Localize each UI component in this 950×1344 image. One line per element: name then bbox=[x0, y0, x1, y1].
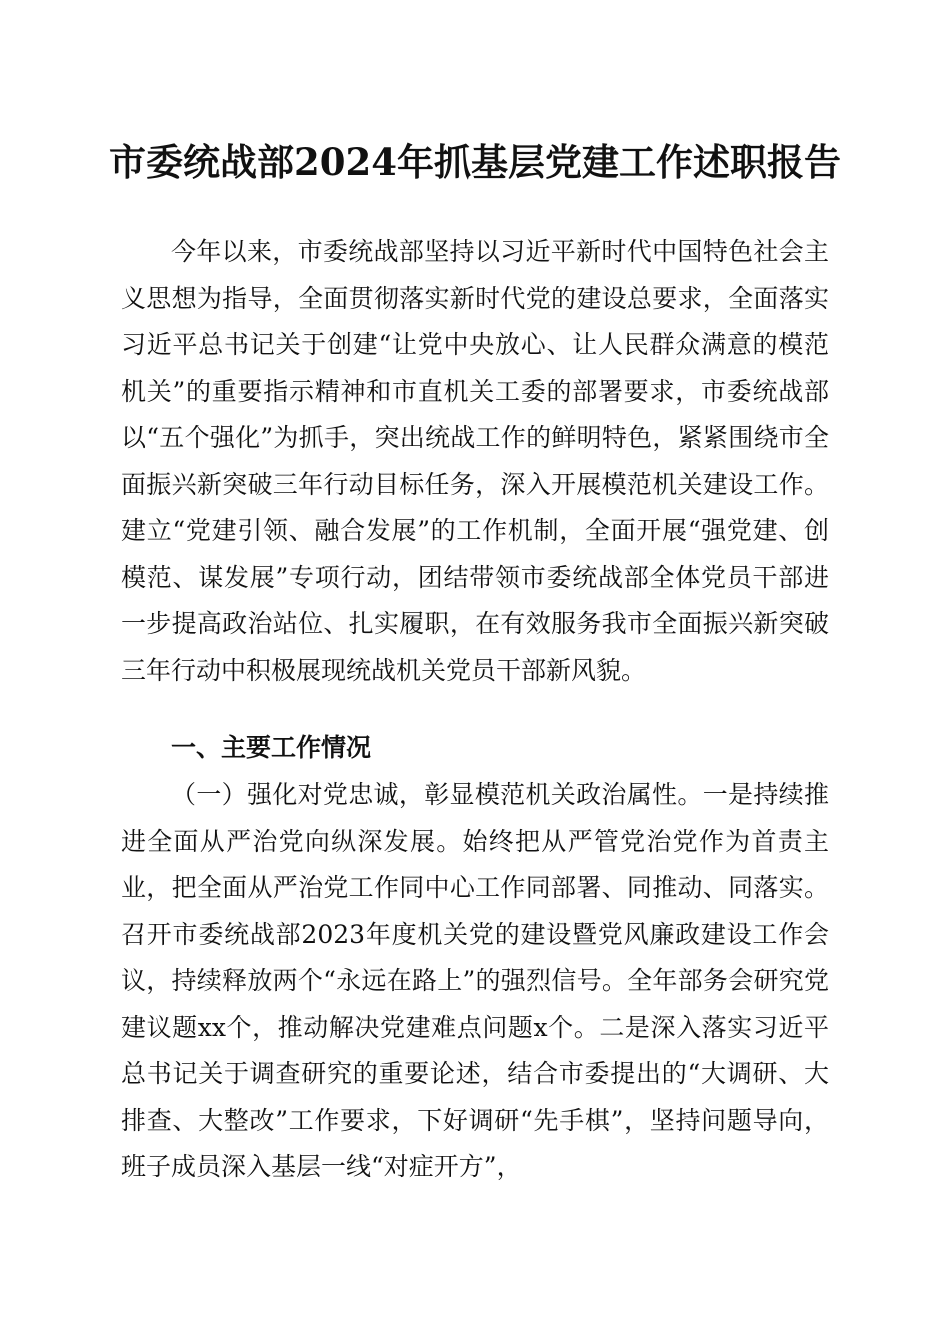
document-title: 市委统战部2024年抓基层党建工作述职报告 bbox=[109, 140, 841, 184]
intro-paragraph: 今年以来，市委统战部坚持以习近平新时代中国特色社会主义思想为指导，全面贯彻落实新时代党的建设总要求，全面落实习近平总书记关于创建“让党中央放心、让人民群众满意的模范机关”的重要指示精神和市直机关工委的部署要求，市委统战部以“五个强化”为抓手，突出统战工作的鲜明特色，紧紧围绕市全面振兴新突破三年行动目标任务，深入开展模范机关建设工作。建立“党建引领、融合发展”的工作机制，全面开展“强党建、创模范、谋发展”专项行动，团结带领市委统战部全体党员干部进一步提高政治站位、扎实履职，在有效服务我市全面振兴新突破三年行动中积极展现统战机关党员干部新风貌。 bbox=[121, 237, 829, 685]
subsection-paragraph bbox=[121, 772, 829, 1191]
subsection-body: 一是持续推进全面从严治党向纵深发展。始终把从严管党治党作为首责主业，把全面从严治党工作同中心工作同部署、同推动、同落实。召开市委统战部2023年度机关党的建设暨党风廉政建设工作会议，持续释放两个“永远在路上”的强烈信号。全年部务会研究党建议题xx个，推动解决党建难点问题x个。二是深入落实习近平总书记关于调查研究的重要论述，结合市委提出的“大调研、大排查、大整改”工作要求，下好调研“先手棋”，坚持问题导向，班子成员深入基层一线“对症开方”， bbox=[121, 780, 829, 1181]
section-heading: 一、主要工作情况 bbox=[171, 733, 372, 762]
subsection-heading: （一）强化对党忠诚，彰显模范机关政治属性。 bbox=[171, 780, 703, 809]
